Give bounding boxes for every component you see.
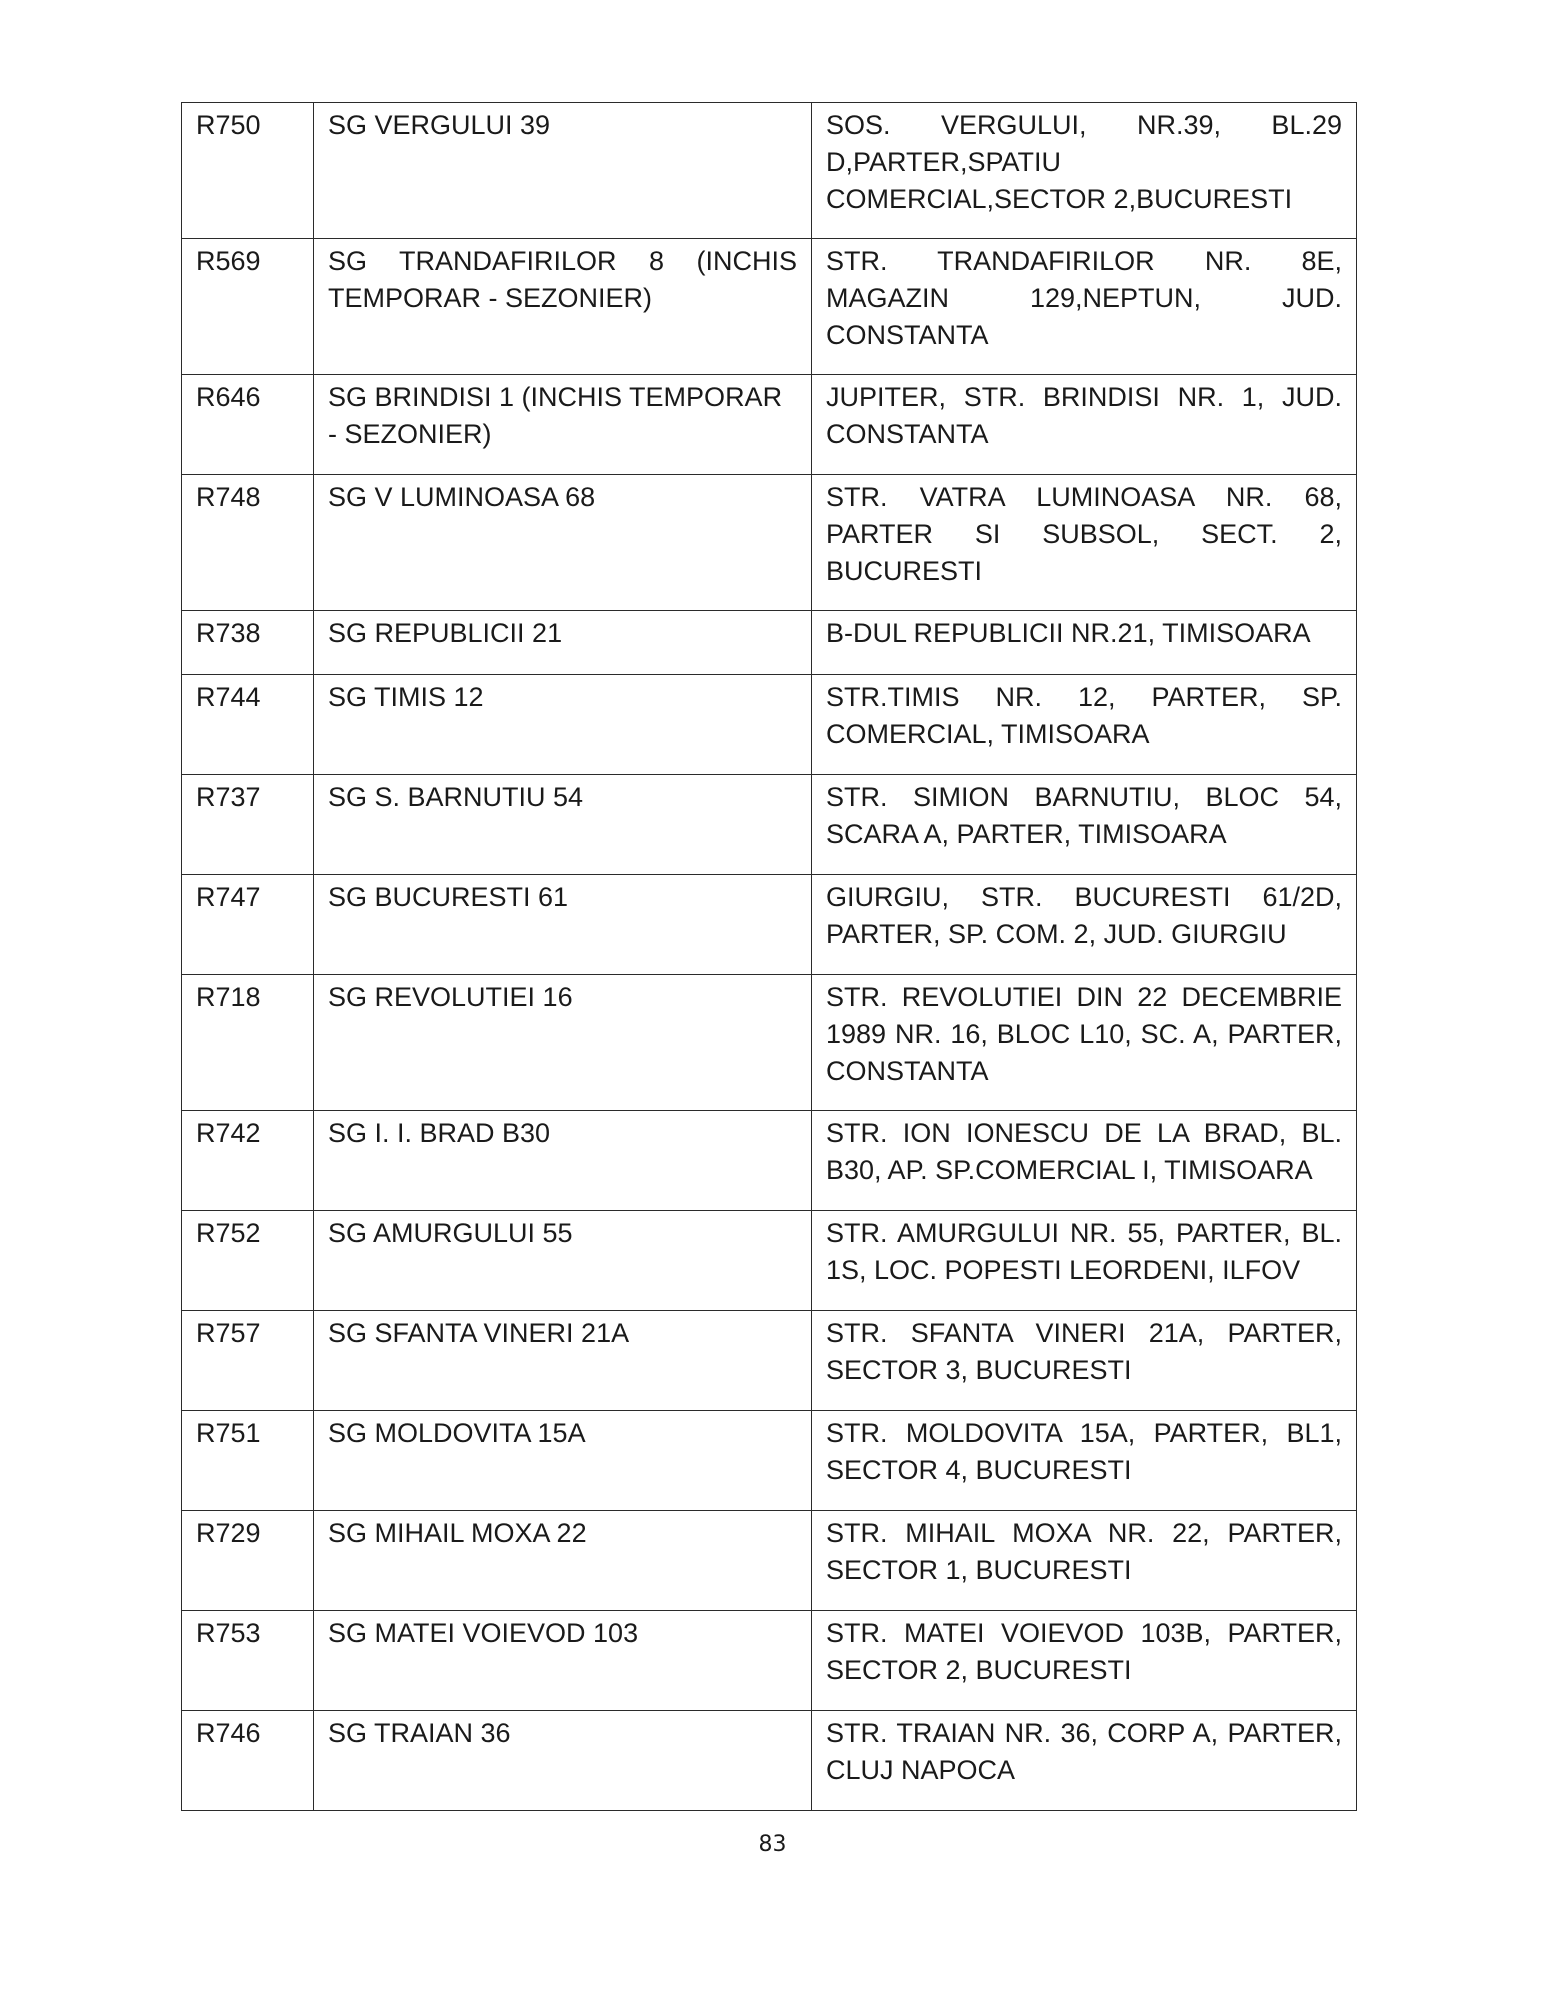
branch-name-cell: SG MOLDOVITA 15A	[314, 1411, 812, 1511]
branch-name-cell: SG MIHAIL MOXA 22	[314, 1511, 812, 1611]
branch-address-cell: STR. TRANDAFIRILOR NR. 8E, MAGAZIN 129,NEPTUN, JUD. CONSTANTA	[812, 239, 1357, 375]
branch-name-cell: SG BRINDISI 1 (INCHIS TEMPORAR - SEZONIER)	[314, 375, 812, 475]
table-row	[182, 1311, 1357, 1411]
page-number: 83	[758, 1832, 787, 1857]
table-row	[182, 103, 1357, 239]
branch-name-cell: SG MATEI VOIEVOD 103	[314, 1611, 812, 1711]
branch-name-cell: SG REPUBLICII 21	[314, 611, 812, 675]
branch-address-cell: STR. AMURGULUI NR. 55, PARTER, BL. 1S, LOC. POPESTI LEORDENI, ILFOV	[812, 1211, 1357, 1311]
branch-name-cell: SG REVOLUTIEI 16	[314, 975, 812, 1111]
table-row	[182, 975, 1357, 1111]
branch-address-cell: GIURGIU, STR. BUCURESTI 61/2D, PARTER, SP. COM. 2, JUD. GIURGIU	[812, 875, 1357, 975]
branch-name-cell: SG AMURGULUI 55	[314, 1211, 812, 1311]
branch-name-cell: SG I. I. BRAD B30	[314, 1111, 812, 1211]
table-row	[182, 1711, 1357, 1811]
branch-code-cell: R753	[182, 1611, 314, 1711]
branch-address-cell: STR. TRAIAN NR. 36, CORP A, PARTER, CLUJ NAPOCA	[812, 1711, 1357, 1811]
branch-code-cell: R751	[182, 1411, 314, 1511]
branch-address-cell: STR. VATRA LUMINOASA NR. 68, PARTER SI SUBSOL, SECT. 2, BUCURESTI	[812, 475, 1357, 611]
branch-name-cell: SG VERGULUI 39	[314, 103, 812, 239]
branch-code-cell: R750	[182, 103, 314, 239]
table-row	[182, 375, 1357, 475]
branch-name-cell: SG SFANTA VINERI 21A	[314, 1311, 812, 1411]
branch-name-cell: SG BUCURESTI 61	[314, 875, 812, 975]
table-row	[182, 875, 1357, 975]
branch-code-cell: R744	[182, 675, 314, 775]
branch-code-cell: R729	[182, 1511, 314, 1611]
branch-code-cell: R718	[182, 975, 314, 1111]
table-row	[182, 1211, 1357, 1311]
branch-code-cell: R742	[182, 1111, 314, 1211]
branch-code-cell: R737	[182, 775, 314, 875]
branch-code-cell: R757	[182, 1311, 314, 1411]
branch-code-cell: R748	[182, 475, 314, 611]
branch-address-cell: STR. REVOLUTIEI DIN 22 DECEMBRIE 1989 NR. 16, BLOC L10, SC. A, PARTER, CONSTANTA	[812, 975, 1357, 1111]
branch-name-cell: SG V LUMINOASA 68	[314, 475, 812, 611]
table-row	[182, 775, 1357, 875]
branch-address-cell: STR. MIHAIL MOXA NR. 22, PARTER, SECTOR 1, BUCURESTI	[812, 1511, 1357, 1611]
branch-address-cell: STR. MOLDOVITA 15A, PARTER, BL1, SECTOR 4, BUCURESTI	[812, 1411, 1357, 1511]
branch-address-cell: STR. ION IONESCU DE LA BRAD, BL. B30, AP. SP.COMERCIAL I, TIMISOARA	[812, 1111, 1357, 1211]
branch-code-cell: R738	[182, 611, 314, 675]
branch-address-cell: JUPITER, STR. BRINDISI NR. 1, JUD. CONSTANTA	[812, 375, 1357, 475]
table-row	[182, 1411, 1357, 1511]
table-row	[182, 1511, 1357, 1611]
table-row	[182, 675, 1357, 775]
branch-code-cell: R646	[182, 375, 314, 475]
branch-name-cell: SG TRANDAFIRILOR 8 (INCHIS TEMPORAR - SEZONIER)	[314, 239, 812, 375]
branch-address-table	[181, 102, 1357, 1811]
table-row	[182, 611, 1357, 675]
branch-address-cell: STR. MATEI VOIEVOD 103B, PARTER, SECTOR 2, BUCURESTI	[812, 1611, 1357, 1711]
table-body	[182, 103, 1357, 1811]
branch-name-cell: SG TIMIS 12	[314, 675, 812, 775]
table-row	[182, 475, 1357, 611]
branch-name-cell: SG S. BARNUTIU 54	[314, 775, 812, 875]
branch-address-cell: STR. SIMION BARNUTIU, BLOC 54, SCARA A, PARTER, TIMISOARA	[812, 775, 1357, 875]
branch-address-cell: B-DUL REPUBLICII NR.21, TIMISOARA	[812, 611, 1357, 675]
branch-code-cell: R569	[182, 239, 314, 375]
branch-code-cell: R747	[182, 875, 314, 975]
branch-address-cell: STR.TIMIS NR. 12, PARTER, SP. COMERCIAL, TIMISOARA	[812, 675, 1357, 775]
branch-address-cell: STR. SFANTA VINERI 21A, PARTER, SECTOR 3, BUCURESTI	[812, 1311, 1357, 1411]
table-row	[182, 1611, 1357, 1711]
table-row	[182, 1111, 1357, 1211]
branch-code-cell: R746	[182, 1711, 314, 1811]
branch-code-cell: R752	[182, 1211, 314, 1311]
branch-name-cell: SG TRAIAN 36	[314, 1711, 812, 1811]
branch-address-cell: SOS. VERGULUI, NR.39, BL.29 D,PARTER,SPATIU COMERCIAL,SECTOR 2,BUCURESTI	[812, 103, 1357, 239]
table-row	[182, 239, 1357, 375]
